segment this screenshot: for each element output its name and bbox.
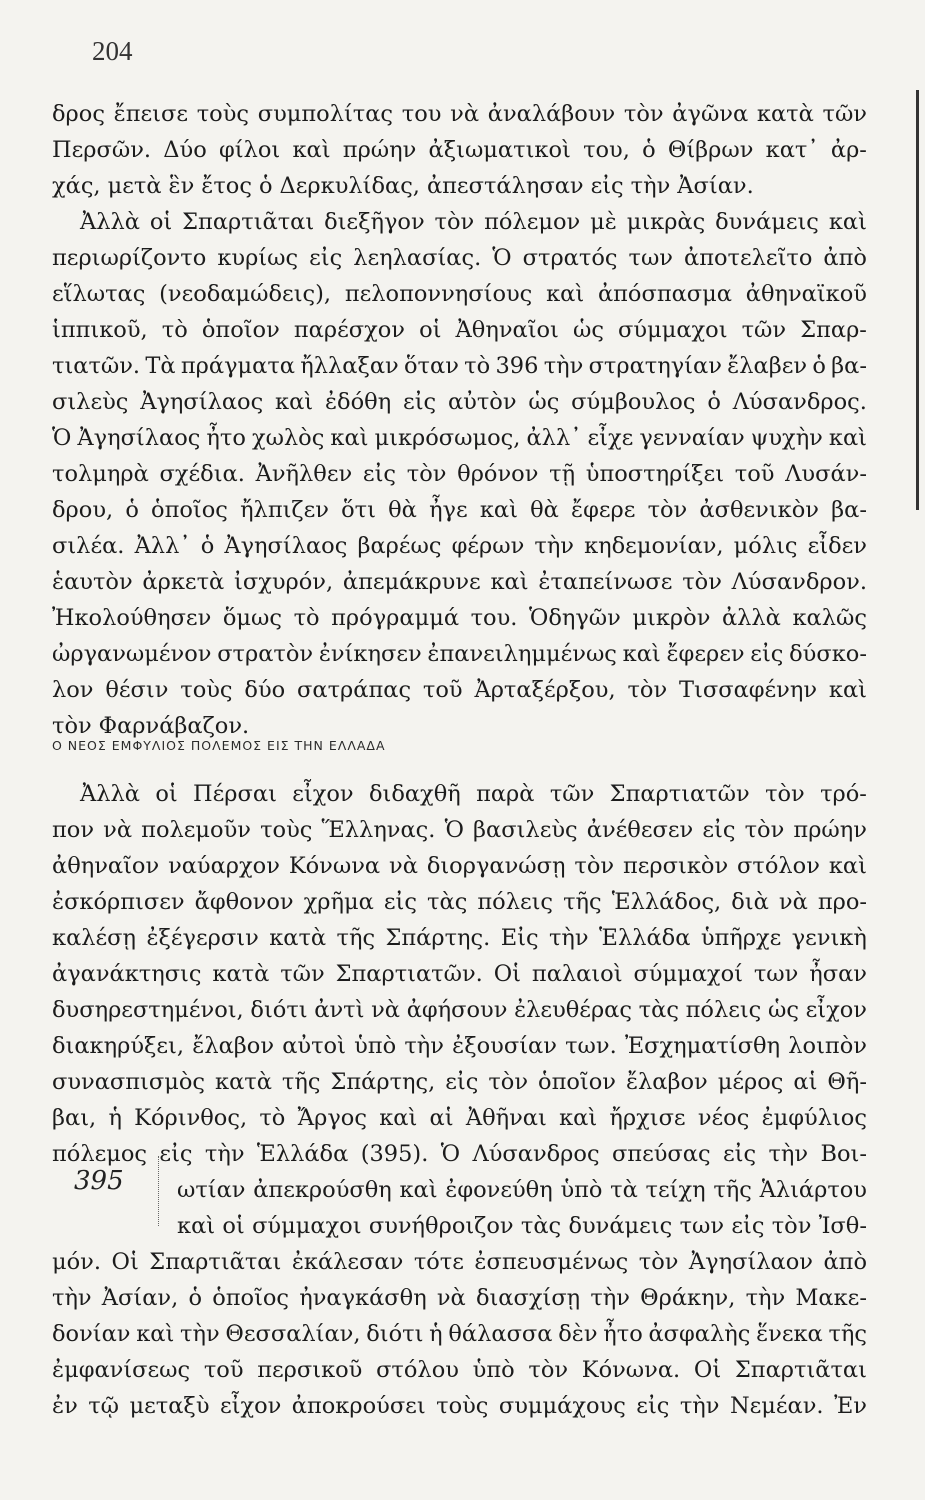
text-block-top (52, 96, 867, 744)
text-line: διακηρύξει, ἔλαβον αὐτοὶ ὑπὸ τὴν ἐξουσίαν των. Ἐσχηματίσθη λοιπὸν (52, 1033, 867, 1059)
text-line: ἐν τῷ μεταξὺ εἶχον ἀποκρούσει τοὺς συμμάχους εἰς τὴν Νεμέαν. Ἐν (52, 1393, 867, 1419)
margin-year: 395 (74, 1166, 124, 1196)
text-line: σιλέα. Ἀλλ᾽ ὁ Ἀγησίλαος βαρέως φέρων τὴν κηδεμονίαν, μόλις εἶδεν (52, 533, 867, 559)
text-line: δρου, ὁ ὁποῖος ἤλπιζεν ὅτι θὰ ἦγε καὶ θὰ ἔφερε τὸν ἀσθενικὸν βα- (52, 497, 867, 523)
text-line: εἵλωτας (νεοδαμώδεις), πελοποννησίους καὶ ἀπόσπασμα ἀθηναϊκοῦ (52, 281, 867, 307)
text-line: δρος ἔπεισε τοὺς συμπολίτας του νὰ ἀναλάβουν τὸν ἀγῶνα κατὰ τῶν (52, 101, 867, 127)
page-number: 204 (92, 36, 133, 66)
text-line: μόν. Οἱ Σπαρτιᾶται ἐκάλεσαν τότε ἐσπευσμένως τὸν Ἀγησίλαον ἀπὸ (52, 1249, 867, 1275)
text-line: ἀγανάκτησις κατὰ τῶν Σπαρτιατῶν. Οἱ παλαιοὶ σύμμαχοί των ἦσαν (52, 961, 867, 987)
text-line: καλέσῃ ἐξέγερσιν κατὰ τῆς Σπάρτης. Εἰς τὴν Ἑλλάδα ὑπῆρχε γενικὴ (52, 925, 867, 951)
text-line: Ὁ Ἀγησίλαος ἦτο χωλὸς καὶ μικρόσωμος, ἀλλ᾽ εἶχε γενναίαν ψυχὴν καὶ (52, 425, 867, 451)
text-line: καὶ οἱ σύμμαχοι συνήθροιζον τὰς δυνάμεις των εἰς τὸν Ἰσθ- (177, 1213, 867, 1239)
text-line: συνασπισμὸς κατὰ τῆς Σπάρτης, εἰς τὸν ὁποῖον ἔλαβον μέρος αἱ Θῆ- (52, 1069, 867, 1095)
text-line: ἐσκόρπισεν ἄφθονον χρῆμα εἰς τὰς πόλεις τῆς Ἑλλάδος, διὰ νὰ προ- (52, 889, 867, 915)
text-line: δυσηρεστημένοι, διότι ἀντὶ νὰ ἀφήσουν ἐλευθέρας τὰς πόλεις ὡς εἶχον (52, 997, 867, 1023)
page-edge-shadow (916, 90, 919, 510)
text-line: λον θέσιν τοὺς δύο σατράπας τοῦ Ἀρταξέρξου, τὸν Τισσαφένην καὶ (52, 677, 867, 703)
text-line: βαι, ἡ Κόρινθος, τὸ Ἄργος καὶ αἱ Ἀθῆναι καὶ ἤρχισε νέος ἐμφύλιος (52, 1105, 867, 1131)
text-line: ἑαυτὸν ἀρκετὰ ἰσχυρόν, ἀπεμάκρυνε καὶ ἐταπείνωσε τὸν Λύσανδρον. (52, 569, 867, 595)
text-line: σιλεὺς Ἀγησίλαος καὶ ἐδόθη εἰς αὐτὸν ὡς σύμβουλος ὁ Λύσανδρος. (52, 389, 867, 415)
text-line: πον νὰ πολεμοῦν τοὺς Ἕλληνας. Ὁ βασιλεὺς ἀνέθεσεν εἰς τὸν πρώην (52, 817, 867, 843)
text-line: ἀθηναῖον ναύαρχον Κόνωνα νὰ διοργανώσῃ τὸν περσικὸν στόλον καὶ (52, 853, 867, 879)
text-line: περιωρίζοντο κυρίως εἰς λεηλασίας. Ὁ στρατός των ἀποτελεῖτο ἀπὸ (52, 245, 867, 271)
text-line: χάς, μετὰ ἓν ἔτος ὁ Δερκυλίδας, ἀπεστάλησαν εἰς τὴν Ἀσίαν. (52, 173, 754, 199)
text-line: Ἠκολούθησεν ὅμως τὸ πρόγραμμά του. Ὁδηγῶν μικρὸν ἀλλὰ καλῶς (52, 605, 867, 631)
text-block-main (52, 776, 867, 1424)
text-line: ἱππικοῦ, τὸ ὁποῖον παρέσχον οἱ Ἀθηναῖοι ὡς σύμμαχοι τῶν Σπαρ- (52, 317, 867, 343)
text-line: τολμηρὰ σχέδια. Ἀνῆλθεν εἰς τὸν θρόνον τῇ ὑποστηρίξει τοῦ Λυσάν- (52, 461, 867, 487)
text-line: τὴν Ἀσίαν, ὁ ὁποῖος ἠναγκάσθη νὰ διασχίσῃ τὴν Θράκην, τὴν Μακε- (52, 1285, 867, 1311)
text-line: τιατῶν. Τὰ πράγματα ἤλλαξαν ὅταν τὸ 396 τὴν στρατηγίαν ἔλαβεν ὁ βα- (52, 353, 867, 379)
text-line: Περσῶν. Δύο φίλοι καὶ πρώην ἀξιωματικοὶ του, ὁ Θίβρων κατ᾽ ἀρ- (52, 137, 867, 163)
text-line: Ἀλλὰ οἱ Σπαρτιᾶται διεξῆγον τὸν πόλεμον μὲ μικρὰς δυνάμεις καὶ (80, 209, 867, 235)
text-line: ωτίαν ἀπεκρούσθη καὶ ἐφονεύθη ὑπὸ τὰ τείχη τῆς Ἁλιάρτου (177, 1177, 867, 1203)
text-line: ἐμφανίσεως τοῦ περσικοῦ στόλου ὑπὸ τὸν Κόνωνα. Οἱ Σπαρτιᾶται (52, 1357, 867, 1383)
text-line: τὸν Φαρνάβαζον. (52, 713, 250, 739)
text-line: πόλεμος εἰς τὴν Ἑλλάδα (395). Ὁ Λύσανδρος σπεύσας εἰς τὴν Βοι- (52, 1141, 867, 1167)
text-line: δονίαν καὶ τὴν Θεσσαλίαν, διότι ἡ θάλασσα δὲν ἦτο ἀσφαλὴς ἕνεκα τῆς (52, 1321, 867, 1347)
text-line: ὠργανωμένον στρατὸν ἐνίκησεν ἐπανειλημμένως καὶ ἔφερεν εἰς δύσκο- (52, 641, 867, 667)
section-heading: Ο ΝΕΟΣ ΕΜΦΥΛΙΟΣ ΠΟΛΕΜΟΣ ΕΙΣ ΤΗΝ ΕΛΛΑΔΑ (52, 738, 386, 753)
text-line: Ἀλλὰ οἱ Πέρσαι εἶχον διδαχθῆ παρὰ τῶν Σπαρτιατῶν τὸν τρό- (80, 781, 867, 807)
